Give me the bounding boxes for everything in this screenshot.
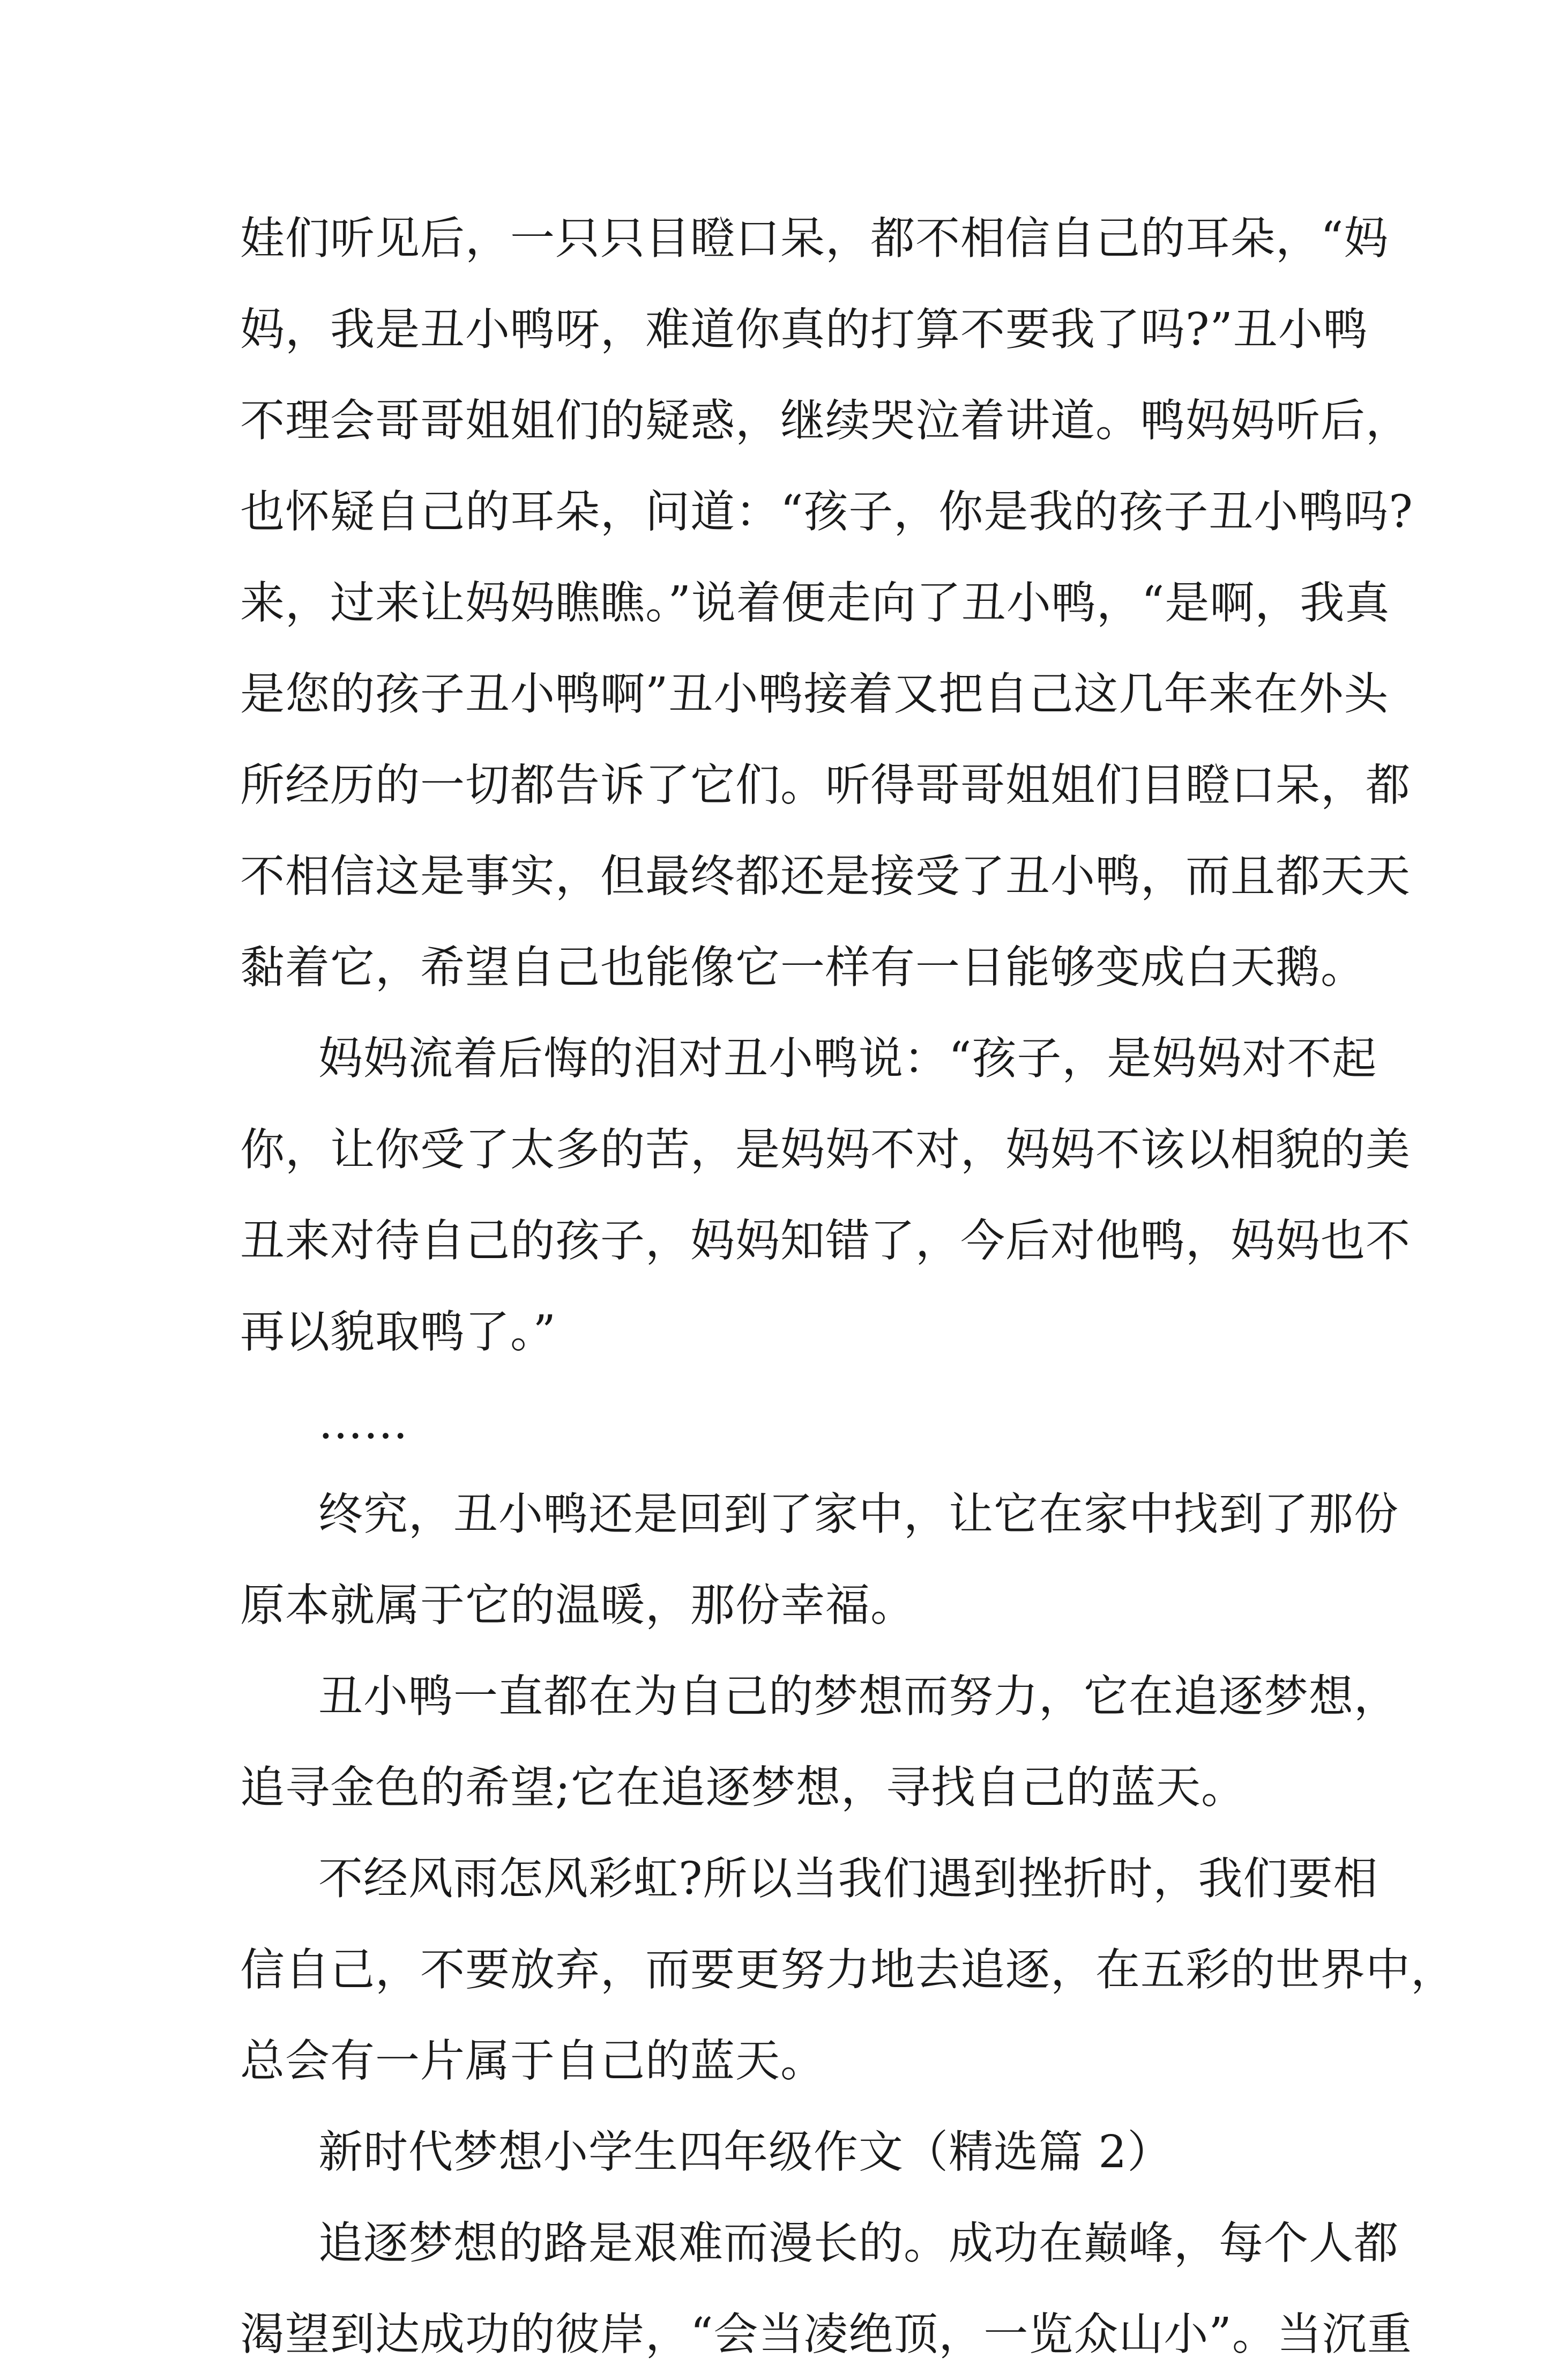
paragraph-first-line: 丑小鸭一直都在为自己的梦想而努力，它在追逐梦想，	[318, 1670, 1399, 1722]
paragraph-first-line: 追逐梦想的路是艰难而漫长的。成功在巅峰，每个人都	[318, 2217, 1399, 2269]
text-line: 你，让你受了太多的苦，是妈妈不对，妈妈不该以相貌的美	[240, 1124, 1411, 1176]
text-line: 不相信这是事实，但最终都还是接受了丑小鸭，而且都天天	[240, 850, 1411, 902]
text-line: 信自己，不要放弃，而要更努力地去追逐，在五彩的世界中，	[240, 1944, 1456, 1996]
text-line: 妈，我是丑小鸭呀，难道你真的打算不要我了吗?”丑小鸭	[240, 303, 1368, 355]
text-line: 娃们听见后，一只只目瞪口呆，都不相信自己的耳朵，“妈	[240, 212, 1389, 264]
text-line: 所经历的一切都告诉了它们。听得哥哥姐姐们目瞪口呆，都	[240, 759, 1411, 811]
paragraph-first-line: 不经风雨怎风彩虹?所以当我们遇到挫折时，我们要相	[318, 1853, 1378, 1905]
text-line: 黏着它，希望自己也能像它一样有一日能够变成白天鹅。	[240, 941, 1366, 993]
text-line: 追寻金色的希望;它在追逐梦想，寻找自己的蓝天。	[240, 1761, 1246, 1813]
text-line: 再以貌取鸭了。”	[240, 1306, 556, 1358]
section-heading: 新时代梦想小学生四年级作文（精选篇 2）	[318, 2126, 1173, 2178]
text-line: 总会有一片属于自己的蓝天。	[240, 2035, 825, 2087]
text-line: 渴望到达成功的彼岸，“会当凌绝顶，一览众山小”。当沉重	[240, 2308, 1412, 2360]
paragraph-first-line: 妈妈流着后悔的泪对丑小鸭说：“孩子，是妈妈对不起	[318, 1032, 1377, 1084]
paragraph-first-line: 终究，丑小鸭还是回到了家中，让它在家中找到了那份	[318, 1488, 1399, 1540]
text-line: 不理会哥哥姐姐们的疑惑，继续哭泣着讲道。鸭妈妈听后，	[240, 395, 1411, 447]
ellipsis-line: ……	[318, 1397, 408, 1449]
document-body	[240, 193, 1456, 2380]
text-line: 也怀疑自己的耳朵，问道：“孩子，你是我的孩子丑小鸭吗?	[240, 486, 1413, 538]
text-line: 是您的孩子丑小鸭啊”丑小鸭接着又把自己这几年来在外头	[240, 668, 1389, 720]
text-line: 原本就属于它的温暖，那份幸福。	[240, 1579, 915, 1631]
text-line: 丑来对待自己的孩子，妈妈知错了，今后对他鸭，妈妈也不	[240, 1215, 1411, 1267]
text-line: 来，过来让妈妈瞧瞧。”说着便走向了丑小鸭，“是啊，我真	[240, 577, 1390, 629]
